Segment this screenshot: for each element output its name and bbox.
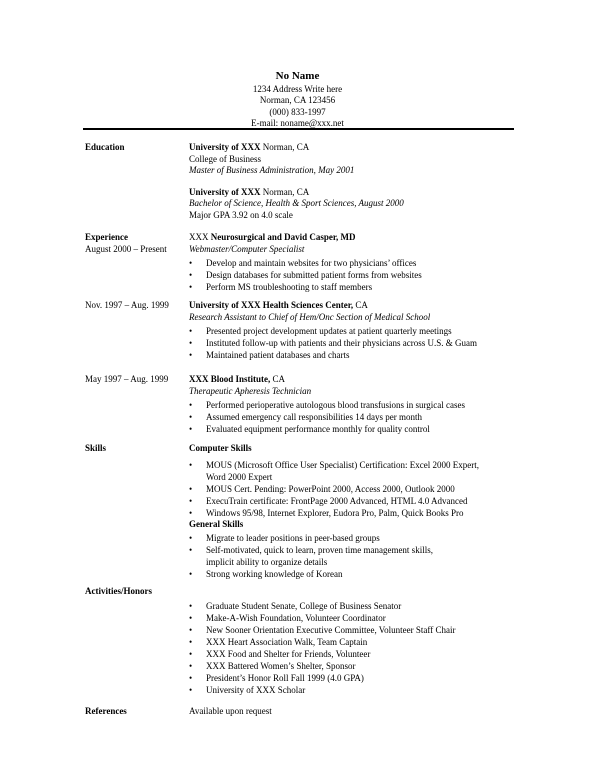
address-line-2: Norman, CA 123456 [259, 95, 336, 106]
list-item: • Performed perioperative autologous blood transfusions in surgical cases [189, 400, 466, 410]
job-dates: Nov. 1997 – Aug. 1999 [85, 300, 169, 310]
job-content: XXX Blood Institute, CA Therapeutic Apheresis Technician • Performed perioperative autologous blood transfusions in surgical cases • Assumed emergency call responsibilities 14 days per month • Evaluated equipment performance monthly for quality control [189, 374, 514, 435]
job-dates: May 1997 – Aug. 1999 [85, 374, 169, 384]
job-title: Therapeutic Apheresis Technician [189, 385, 312, 396]
degree: Bachelor of Science, Health & Sport Sciences, August 2000 [189, 198, 404, 208]
section-label-references: References [85, 706, 127, 716]
job-duties [189, 257, 514, 293]
section-label-activities: Activities/Honors [85, 586, 152, 596]
list-item: • MOUS Cert. Pending: PowerPoint 2000, Access 2000, Outlook 2000 [189, 483, 455, 494]
general-skills-heading: General Skills [189, 518, 244, 529]
education-content [189, 142, 514, 221]
references-text: Available upon request [189, 706, 272, 716]
header-divider [83, 128, 514, 130]
resume-header [0, 70, 595, 129]
skills-content [189, 443, 514, 580]
list-item: • XXX Food and Shelter for Friends, Volunteer [189, 649, 371, 659]
employer-name: University of XXX Health Sciences Center, [189, 300, 354, 310]
list-item: • Strong working knowledge of Korean [189, 569, 343, 579]
list-item: • MOUS (Microsoft Office User Specialist) Certification: Excel 2000 Expert, Word 2000 Expert [189, 459, 480, 482]
employer-name: Neurosurgical and David Casper, MD [210, 232, 356, 242]
computer-skills-heading: Computer Skills [189, 443, 252, 453]
school-name: University of XXX [189, 186, 261, 197]
section-label-education: Education [85, 142, 125, 152]
school-name: University of XXX [189, 142, 261, 152]
list-item: • Self-motivated, quick to learn, proven time management skills, implicit ability to organize details [189, 545, 433, 567]
job-dates: August 2000 – Present [85, 243, 167, 254]
job-title: Research Assistant to Chief of Hem/Onc Section of Medical School [189, 311, 431, 322]
school-location: Norman, CA [260, 186, 310, 197]
list-item: • ExecuTrain certificate: FrontPage 2000 Advanced, HTML 4.0 Advanced [189, 495, 468, 506]
section-label-skills: Skills [85, 443, 107, 453]
list-item: • Migrate to leader positions in peer-based groups [189, 533, 380, 543]
school-location: Norman, CA [260, 142, 310, 152]
list-item: • XXX Heart Association Walk, Team Captain [189, 637, 368, 647]
activities-list [189, 600, 514, 696]
list-item: • Design databases for submitted patient forms from websites [189, 270, 422, 280]
list-item: • Develop and maintain websites for two physicians’ offices [189, 258, 417, 268]
job-duties [189, 399, 514, 435]
email-address: E-mail: noname@xxx.net [251, 117, 344, 128]
employer-name: XXX Blood Institute, [189, 374, 271, 384]
list-item: • Presented project development updates at patient quarterly meetings [189, 326, 452, 336]
person-name: No Name [275, 70, 320, 82]
school-detail: College of Business [189, 153, 261, 164]
list-item: • XXX Battered Women’s Shelter, Sponsor [189, 661, 356, 671]
list-item: • Windows 95/98, Internet Explorer, Eudora Pro, Palm, Quick Books Pro [189, 507, 464, 518]
list-item: • Perform MS troubleshooting to staff members [189, 282, 373, 292]
list-item: • University of XXX Scholar [189, 685, 306, 695]
list-item: • Maintained patient databases and charts [189, 350, 350, 360]
list-item: • Assumed emergency call responsibilities 14 days per month [189, 412, 423, 422]
section-label-experience: Experience August 2000 – Present [85, 232, 185, 255]
school-entry [189, 142, 514, 177]
list-item: • Evaluated equipment performance monthly for quality control [189, 424, 430, 434]
job-content: XXX Neurosurgical and David Casper, MD Webmaster/Computer Specialist • Develop and maintain websites for two physicians’ offices • Design databases for submitted patient forms from websites • Perform MS troubleshooting to staff members [189, 232, 514, 293]
school-entry [189, 187, 514, 222]
degree: Master of Business Administration, May 2001 [189, 165, 355, 175]
list-item: • Make-A-Wish Foundation, Volunteer Coordinator [189, 613, 386, 623]
job-title: Webmaster/Computer Specialist [189, 243, 305, 254]
job-duties [189, 325, 514, 361]
general-skills-list [189, 532, 514, 580]
address-line-1: 1234 Address Write here [252, 84, 343, 94]
list-item: • President’s Honor Roll Fall 1999 (4.0 GPA) [189, 673, 364, 683]
phone-number: (000) 833-1997 [269, 106, 326, 117]
list-item: • New Sooner Orientation Executive Committee, Volunteer Staff Chair [189, 625, 456, 635]
school-detail: Major GPA 3.92 on 4.0 scale [189, 209, 293, 220]
activities-content [189, 598, 514, 696]
list-item: • Instituted follow-up with patients and their physicians across U.S. & Guam [189, 338, 477, 348]
computer-skills-list [189, 459, 514, 519]
job-content: University of XXX Health Sciences Center, CA Research Assistant to Chief of Hem/Onc Section of Medical School • Presented project development updates at patient quarterly meetings • Instituted follow-up with patients and their physicians across U.S. & Guam • Maintained patient databases and charts [189, 300, 514, 361]
list-item: • Graduate Student Senate, College of Business Senator [189, 601, 402, 611]
